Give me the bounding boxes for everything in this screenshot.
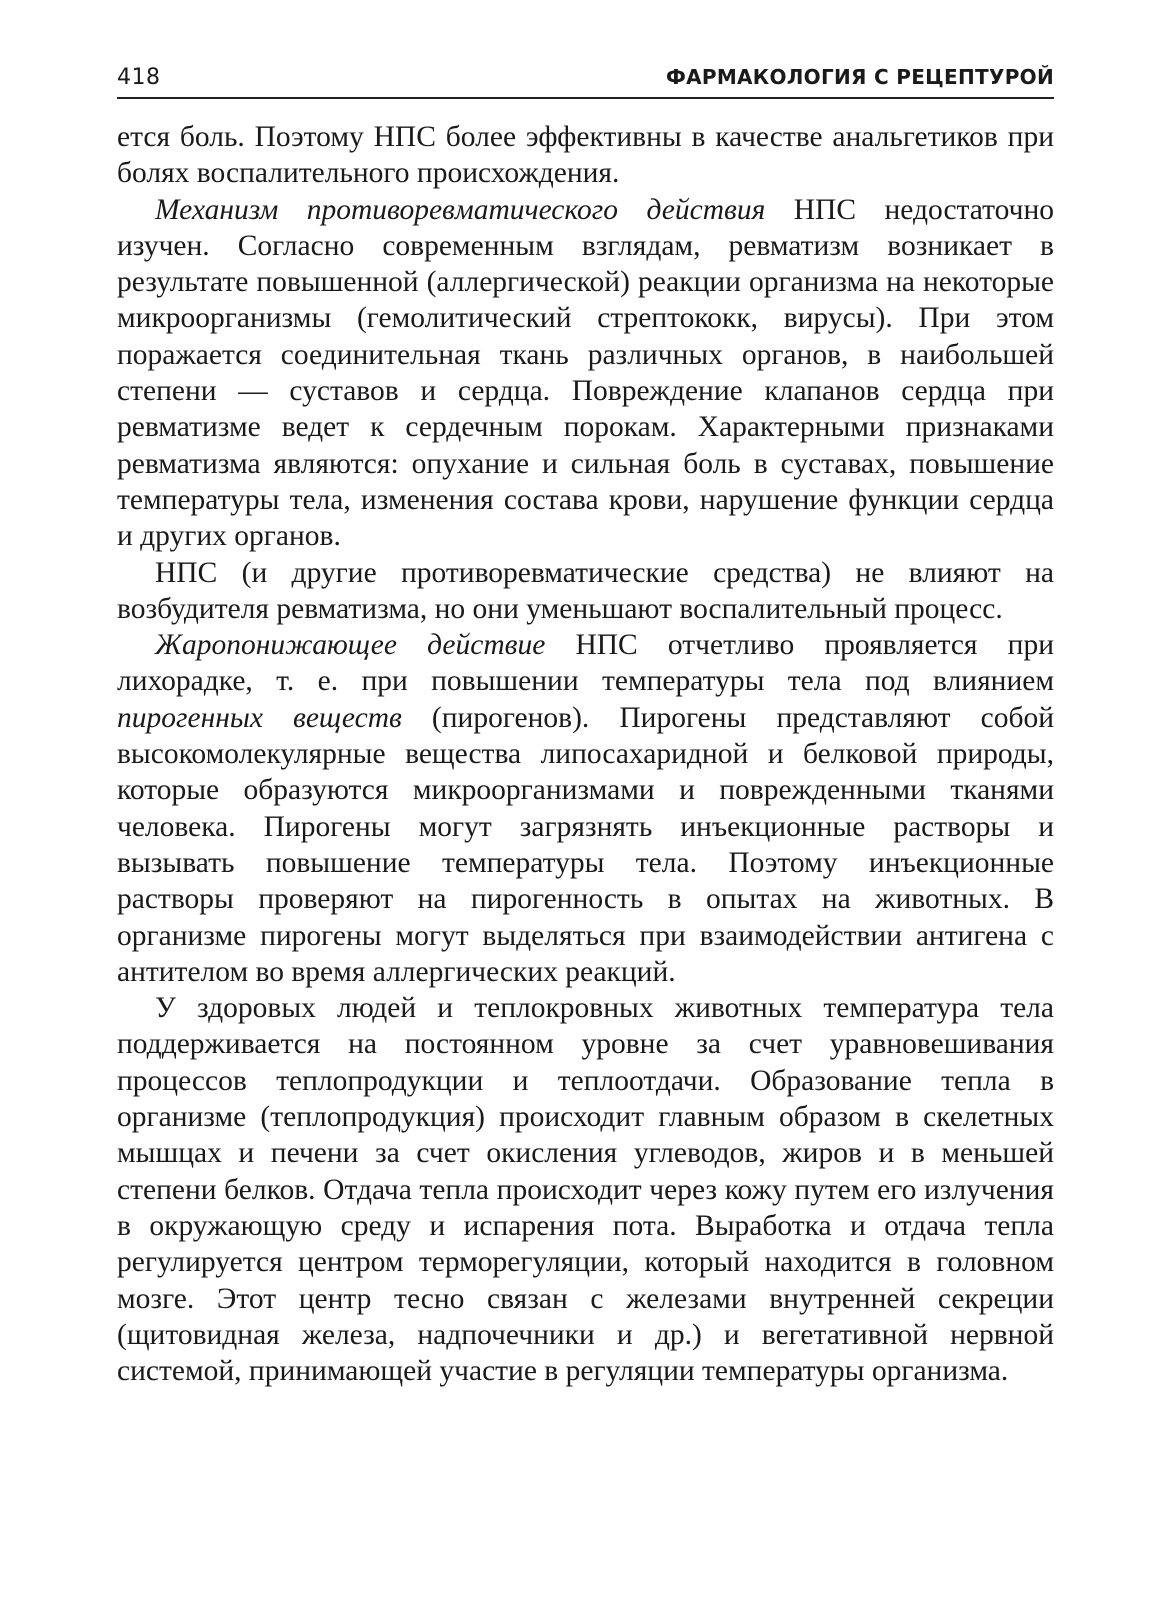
paragraph-antirheumatic-mechanism	[117, 192, 1054, 555]
italic-term: Механизм противоревматического действия	[155, 193, 766, 226]
paragraph-thermoregulation	[117, 990, 1054, 1389]
body-text	[117, 119, 1054, 1389]
paragraph-text: (пирогенов). Пирогены представляют собой высокомолекулярные вещества липосахаридной и белковой природы, которые образуются микроорганизмами и поврежденными тканями человека. Пирогены могут загрязнять инъекционные растворы и вызывать повышение температуры тела. Поэтому инъекционные растворы проверяют на пирогенность в опытах на животных. В организме пирогены могут выделяться при взаимодействии антигена с антителом во время аллергических реакций.	[117, 701, 1054, 988]
book-page	[117, 62, 1054, 1389]
page-number: 418	[117, 65, 161, 90]
italic-term: Жаропонижающее действие	[155, 629, 546, 662]
paragraph-text: У здоровых людей и теплокровных животных температура тела поддерживается на постоянном уровне за счет уравновешивания процессов теплопродукции и теплоотдачи. Образование тепла в организме (теплопродукция) происходит главным образом в скелетных мышцах и печени за счет окисления углеводов, жиров и в меньшей степени белков. Отдача тепла происходит через кожу путем его излучения в окружающую среду и испарения пота. Выработка и отдача тепла регулируется центром терморегуляции, который находится в головном мозге. Этот центр тесно связан с железами внутренней секреции (щитовидная железа, надпочечники и др.) и вегетативной нервной системой, принимающей участие в регуляции температуры организма.	[117, 992, 1054, 1388]
running-head	[117, 62, 1054, 99]
paragraph-text: ется боль. Поэтому НПС более эффективны в качестве анальгетиков при болях воспалительного происхождения.	[117, 121, 1054, 190]
paragraph-antipyretic-action	[117, 627, 1054, 990]
paragraph-text: НПС недостаточно изучен. Согласно современным взглядам, ревматизм возникает в результате повышенной (аллергической) реакции организма на некоторые микроорганизмы (гемолитический стрептококк, вирусы). При этом поражается соединительная ткань различных органов, в наибольшей степени — суставов и сердца. Повреждение клапанов сердца при ревматизме ведет к сердечным порокам. Характерными признаками ревматизма являются: опухание и сильная боль в суставах, повышение температуры тела, изменения состава крови, нарушение функции сердца и других органов.	[117, 193, 1054, 553]
book-title: ФАРМАКОЛОГИЯ С РЕЦЕПТУРОЙ	[665, 65, 1054, 89]
paragraph-text: НПС отчетливо проявляется при лихорадке, т. е. при повышении температуры тела под влиянием	[117, 629, 1054, 698]
paragraph-nps-effect	[117, 555, 1054, 628]
italic-term: пирогенных веществ	[117, 701, 402, 734]
paragraph-text: НПС (и другие противоревматические средства) не влияют на возбудителя ревматизма, но они уменьшают воспалительный процесс.	[117, 556, 1054, 625]
paragraph-continuation	[117, 119, 1054, 192]
